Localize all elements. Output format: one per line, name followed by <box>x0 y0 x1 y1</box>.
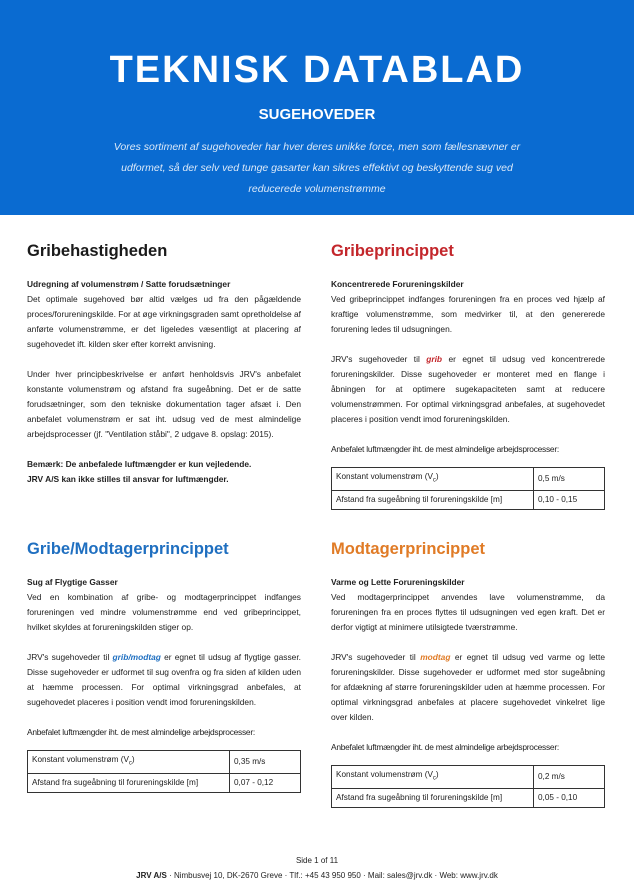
table-cell-label: Afstand fra sugeåbning til forureningskilde [m] <box>332 490 534 509</box>
paragraph-text: er egnet til udsug ved koncentrerede forureningskilder. Disse sugehoveder er monteret med en flange i åbningen for at optimere sugekapaciteten samt at reducere volumenstrømmen. For optimal virkningsgrad anbefales, at sugehovedet placeres i position vendt imod forureningskilden. <box>331 354 605 424</box>
paragraph-text: er egnet til udsug af flygtige gasser. Disse sugehoveder er udformet til sug ovenfra og fra siden af kilden uden at hæmme processen. For optimal virkningsgrad anbefales, at sugehovedet placeres i position vendt imod forureningskilden. <box>27 652 301 707</box>
table-row <box>332 490 605 509</box>
table-cell-value: 0,10 - 0,15 <box>534 490 605 509</box>
paragraph: Ved en kombination af gribe- og modtagerprincippet indfanges forureningen ved mindre volumenstrømme end ved gribeprincippet, hvilket skyldes at forureningskilden stiger op. <box>27 592 301 632</box>
paragraph: Det optimale sugehoved bør altid vælges ud fra den pågældende proces/forureningskilde. For at øge virkningsgraden samt opretholdelse af anførte volumenstrømme, er det ligeledes væsentligt at placering af sugehovedet ift. kilden sker efter korrekt anvisning. <box>27 294 301 349</box>
section-title: Modtagerprincippet <box>331 540 486 558</box>
footer-contact <box>0 871 634 880</box>
section-title: Gribehastigheden <box>27 242 168 260</box>
document-subtitle: SUGEHOVEDER <box>258 106 376 123</box>
note-line: JRV A/S kan ikke stilles til ansvar for luftmængder. <box>27 474 229 484</box>
table-row <box>332 468 605 491</box>
table-cell-value: 0,07 - 0,12 <box>230 773 301 792</box>
section-subheading: Udregning af volumenstrøm / Satte forudsætninger <box>27 279 231 289</box>
paragraph-text: JRV's sugehoveder til <box>331 652 421 662</box>
table-cell-value: 0,35 m/s <box>230 751 301 774</box>
paragraph: Under hver principbeskrivelse er anført henholdsvis JRV's anbefalet konstante volumenstrøm og afstand fra sugeåbning. Det er de satte forudsætninger, som den tekniske dokumentation tager afsæt i. Den anbefalet volumenstrøm er sat iht. udsug ved de mest almindelige arbejdsprocesser (jf. "Ventilation ståbi", 2 udgave 8. opslag: 2015). <box>27 369 301 439</box>
paragraph-text: er egnet til udsug ved varme og lette forureningskilder. Disse sugehoveder er udformet med stor sugeåbning for afdækning af større forureningskilder uden at hæmme processen. For optimal virkningsgrad anbefales at placere sugehovedet vinkelret lige over kilden. <box>331 652 605 722</box>
highlight-keyword: modtag <box>420 652 451 662</box>
section-gribeprincippet <box>331 240 605 510</box>
section-subheading: Varme og Lette Forureningskilder <box>331 577 465 587</box>
highlight-keyword: grib <box>426 354 443 364</box>
section-subheading: Koncentrerede Forureningskilder <box>331 279 464 289</box>
table-cell-label: Konstant volumenstrøm $(V_c)$ <box>28 751 230 774</box>
footer-company: JRV A/S <box>136 871 167 880</box>
table-row <box>28 773 301 792</box>
table-caption: Anbefalet luftmængder iht. de mest almindelige arbejdsprocesser: <box>27 727 255 737</box>
table-row <box>28 751 301 774</box>
footer-address: · Nimbusvej 10, DK-2670 Greve · Tlf.: +45 43 950 950 · Mail: sales@jrv.dk · Web: www.jrv.dk <box>166 871 498 880</box>
spec-table <box>331 467 605 510</box>
spec-table <box>27 750 301 793</box>
section-gribe-modtagerprincippet <box>27 538 301 793</box>
section-modtagerprincippet <box>331 538 605 808</box>
paragraph <box>27 650 301 710</box>
paragraph <box>331 650 605 725</box>
section-title: Gribeprincippet <box>331 242 454 260</box>
header-banner <box>0 0 634 215</box>
table-cell-label: Konstant volumenstrøm $(V_c)$ <box>332 468 534 491</box>
table-cell-value: 0,2 m/s <box>534 766 605 789</box>
paragraph <box>331 352 605 427</box>
page-number: Side 1 of 11 <box>295 856 339 865</box>
section-gribehastigheden <box>27 240 301 487</box>
table-caption: Anbefalet luftmængder iht. de mest almindelige arbejdsprocesser: <box>331 742 559 752</box>
paragraph: Ved modtagerprincippet anvendes lave volumenstrømme, da forureningen fra en proces flyttes til udsugningen ved egen kraft. Det er derfor vigtigt at minimere utilsigtede tværstrømme. <box>331 592 605 632</box>
table-cell-value: 0,5 m/s <box>534 468 605 491</box>
table-cell-value: 0,05 - 0,10 <box>534 788 605 807</box>
paragraph-text: JRV's sugehoveder til <box>331 354 427 364</box>
note-line: Bemærk: De anbefalede luftmængder er kun vejledende. <box>27 459 252 469</box>
intro-text: Vores sortiment af sugehoveder har hver deres unikke force, men som fællesnævner er udformet, så der selv ved tunge gasarter kan sikres effektivt og beskyttende sug ved reducerede volumenstrømme <box>113 141 521 195</box>
table-cell-label: Afstand fra sugeåbning til forureningskilde [m] <box>332 788 534 807</box>
table-row <box>332 788 605 807</box>
table-caption: Anbefalet luftmængder iht. de mest almindelige arbejdsprocesser: <box>331 444 559 454</box>
section-subheading: Sug af Flygtige Gasser <box>27 577 118 587</box>
paragraph: Ved gribeprincippet indfanges forureningen fra en proces ved hjælp af kraftige volumenstrømme, som medvirker til, at den genererede forurening ledes til udsugningen. <box>331 294 605 334</box>
table-row <box>332 766 605 789</box>
table-cell-label: Afstand fra sugeåbning til forureningskilde [m] <box>28 773 230 792</box>
section-title: Gribe/Modtagerprincippet <box>27 540 229 558</box>
paragraph-text: JRV's sugehoveder til <box>27 652 113 662</box>
document-title: TEKNISK DATABLAD <box>109 49 525 91</box>
spec-table <box>331 765 605 808</box>
table-cell-label: Konstant volumenstrøm $(V_c)$ <box>332 766 534 789</box>
highlight-keyword: grib/modtag <box>112 652 161 662</box>
